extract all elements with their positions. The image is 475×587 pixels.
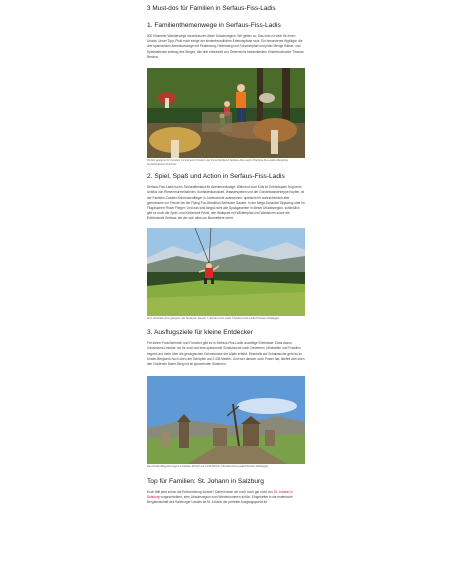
section-text-4-start: Euch fällt jetzt schon die Entscheidung schwer? Dabei haben wir euch noch gar nicht von: [147, 489, 274, 494]
section-text-1: 500 Kilometer Wanderwege durchkreuzen diese Urlaubsregion. Wir geben zu: Das sind zu viele für einen Urlaub. Unser Tipp: Pickt euch einige der kinderfreundlichen Erlebnispfade raus. Ein besonderes Highlight: die drei spannenden Abenteuerwege mit Piratenweg, Hexenweg und Forscherpfad und jeder Menge Rätsel- und Spielstationen entlang des Weges, alle drei entwickelt von Österreichs bekanntestem Kinderbuchautor Thomas Brezina.: [147, 34, 304, 59]
caption-1: Perfekt geeignet für Familien mit kleineren Kindern: der Forscherpfad in Serfaus-Fiss-Ladis ©Serfaus-Fiss-Ladis Marketing GmbH/Andreas Kirschner: [147, 159, 288, 166]
section-heading-3: 3. Ausflugsziele für kleine Entdecker: [147, 329, 253, 337]
caption-3: Das Kinder-Bergwerk liegt am Plateau Schöpf auf 2.436 Metern ©Serfaus-Fiss-Ladis/Christian Waldegger: [147, 465, 269, 469]
caption-2: Zum Adrenalin-Kick geeignet: die Serfauser Sauser in Serfaus-Fiss-Ladis ©Serfaus-Fiss-Ladis/Christian Waldegger: [147, 316, 280, 320]
section-text-3: Für kleine Forscherinnen und Forscher gibt es in Serfaus-Fiss-Ladis unzählige Erlebnisse: Etwa davon Geosmama Lesside, wo ihr euch auf eine spannende Schatzsuche nach Gesteinen, Mineralien und Fossilien begebt und mehr über die geologischen Geheimnisse der Alpen erfahrt. Ebenfalls auf Schatzsuche geht es im Kinder-Bergwerk hoch oben am Schöpfen auf 2.436 Metern. Und wer danach noch Power hat, stiefelt dort oben den Goldenen Marm-Weg mit all spannenden Stationen.: [147, 341, 305, 367]
section-heading-4: Top für Familien: St. Johann in Salzburg: [147, 477, 264, 485]
photo-kinder-bergwerk: [147, 376, 305, 464]
section-heading-2: 2. Spiel, Spaß und Action in Serfaus-Fiss-Ladis: [147, 173, 285, 181]
section-text-4-end: vorgeschwärmt, eine Urlaubsregion zum Wiederkommen schön. Eingebettet in die malerische Berglandschaft des Salzburger Landes ist St. Johann der perfekte Ausgangspunkt für: [147, 495, 293, 505]
st-johann-link[interactable]: St. Johann in Salzburg: [147, 489, 293, 500]
article: [147, 0, 305, 505]
page-title: 3 Must-dos für Familien in Serfaus-Fiss-Ladis: [147, 5, 276, 12]
section-text-4: [147, 490, 305, 506]
section-text-2: Serfaus-Fiss-Ladis ist ein Schlaraffenland für Abenteuerlustige: Während eure Kids im Erlebnispark Hög beim Anblick von Riesenmurmelbahnen, Kuhfladenkarussell, Wasserspielen und der Gondelwassertreppe hüpfen, ist der Familien-Coaster-Schneckenflieger in Jubelschreie ausbrechen, quietscht ihr wahrscheinlich aller gemeinsam vor Freude bei der Flying Fox-Attraktion Serfauser Sauser. In der Mega-Schaukel Skyswing oder im Flugdrachen Fisser Flieger: Und das sind längst nicht alle Spaßgaranten in dieser Urlaubsregion, schließlich gibt es noch die Spiel- und Kletterwelt Pezid, den Waldpark mit Wildtierpfad und Waldsturm sowie die Erlebniswelt Serfaus, bei der sich alles um Murmeltiere dreht.: [147, 185, 305, 221]
section-heading-1: 1. Familienthemenwege in Serfaus-Fiss-Ladis: [147, 22, 281, 29]
photo-mushroom-trail: [147, 68, 305, 158]
photo-flying-fox: [147, 228, 305, 316]
